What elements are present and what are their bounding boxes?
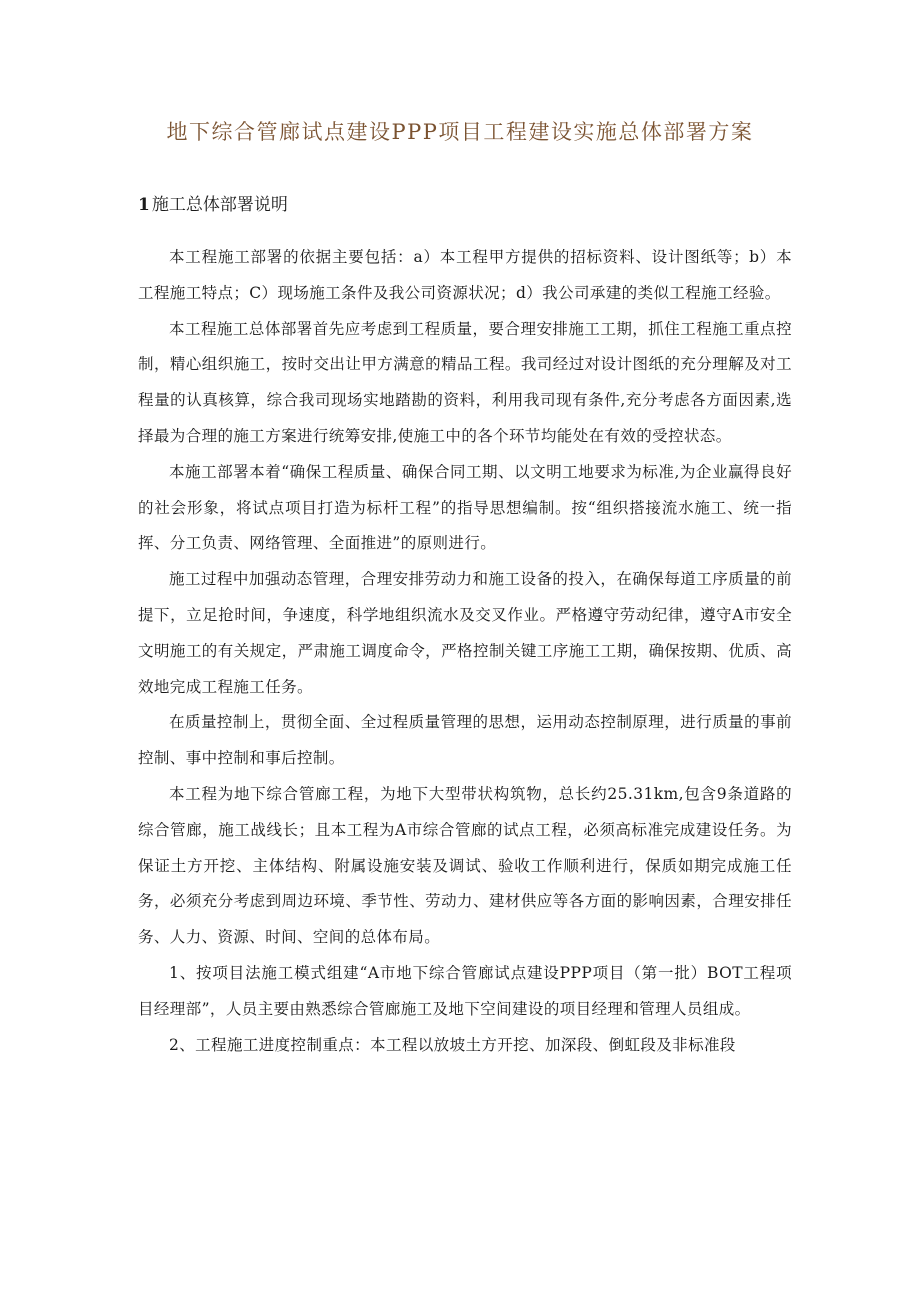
paragraph: 本工程为地下综合管廊工程，为地下大型带状构筑物，总长约25.31km,包含9条道路的综合管廊，施工战线长；且本工程为A市综合管廊的试点工程，必须高标准完成建设任务。为保证土方开挖、主体结构、附属设施安装及调试、验收工作顺利进行，保质如期完成施工任务，必须充分考虑到周边环境、季节性、劳动力、建材供应等各方面的影响因素，合理安排任务、人力、资源、时间、空间的总体布局。: [138, 784, 792, 947]
body-text: [138, 240, 792, 1063]
section-number: 1: [138, 195, 150, 215]
paragraph: 本工程施工总体部署首先应考虑到工程质量，要合理安排施工工期，抓住工程施工重点控制，精心组织施工，按时交出让甲方满意的精品工程。我司经过对设计图纸的充分理解及对工程量的认真核算，综合我司现场实地踏勘的资料，利用我司现有条件,充分考虑各方面因素,选择最为合理的施工方案进行统筹安排,使施工中的各个环节均能处在有效的受控状态。: [138, 319, 792, 445]
paragraph: 2、工程施工进度控制重点：本工程以放坡土方开挖、加深段、倒虹段及非标准段: [169, 1035, 736, 1054]
document-title: 地下综合管廊试点建设PPP项目工程建设实施总体部署方案: [166, 120, 754, 144]
paragraph: 1、按项目法施工模式组建“A市地下综合管廊试点建设PPP项目（第一批）BOT工程项目经理部”，人员主要由熟悉综合管廊施工及地下空间建设的项目经理和管理人员组成。: [138, 963, 792, 1018]
paragraph: 本施工部署本着“确保工程质量、确保合同工期、以文明工地要求为标准,为企业赢得良好的社会形象，将试点项目打造为标杆工程”的指导思想编制。按“组织搭接流水施工、统一指挥、分工负责、网络管理、全面推进”的原则进行。: [138, 462, 792, 553]
section-heading: [138, 190, 288, 220]
paragraph: 施工过程中加强动态管理，合理安排劳动力和施工设备的投入，在确保每道工序质量的前提下，立足抢时间，争速度，科学地组织流水及交叉作业。严格遵守劳动纪律，遵守A市安全文明施工的有关规定，严肃施工调度命令，严格控制关键工序施工工期，确保按期、优质、高效地完成工程施工任务。: [138, 570, 792, 696]
paragraph: 在质量控制上，贯彻全面、全过程质量管理的思想，运用动态控制原理，进行质量的事前控制、事中控制和事后控制。: [138, 713, 792, 768]
section-heading-text: 施工总体部署说明: [151, 195, 288, 215]
paragraph: 本工程施工部署的依据主要包括：a）本工程甲方提供的招标资料、设计图纸等；b）本工程施工特点；C）现场施工条件及我公司资源状况；d）我公司承建的类似工程施工经验。: [138, 248, 792, 302]
